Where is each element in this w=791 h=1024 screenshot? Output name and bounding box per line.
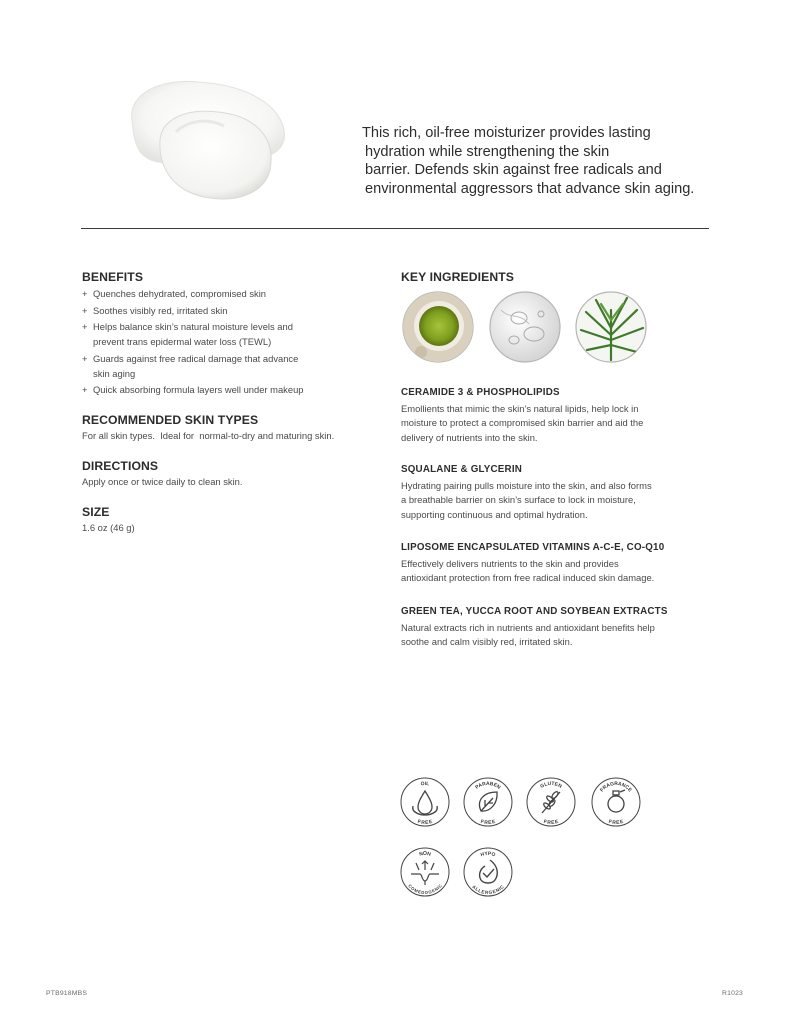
intro-line: environmental aggressors that advance skin aging. (365, 180, 695, 197)
svg-text:GLUTEN: GLUTEN (539, 780, 563, 790)
ingredient-description: Emollients that mimic the skin’s natural lipids, help lock in moisture to protect a compromised skin barrier and aid the delivery of nutrients into the skin. (401, 403, 644, 443)
benefits-list (82, 286, 387, 397)
product-intro (362, 124, 742, 198)
svg-text:FREE: FREE (542, 818, 560, 827)
ingredient-item (401, 386, 721, 445)
size-heading: SIZE (82, 505, 110, 519)
ingredient-description: Natural extracts rich in nutrients and antioxidant benefits help soothe and calm visibly red, irritated skin. (401, 622, 655, 648)
benefits-heading: BENEFITS (82, 270, 144, 284)
directions-text: Apply once or twice daily to clean skin. (82, 476, 243, 487)
list-item: + Guards against free radical damage that advance skin aging (82, 352, 299, 379)
svg-text:OIL: OIL (420, 780, 430, 788)
directions-section (82, 459, 387, 489)
svg-text:FREE: FREE (607, 818, 625, 827)
skin-types-section (82, 413, 387, 443)
ingredient-name: CERAMIDE 3 & PHOSPHOLIPIDS (401, 387, 560, 398)
svg-text:FRAGRANCE: FRAGRANCE (599, 780, 633, 794)
document-code: PTB918MBS (46, 990, 88, 997)
directions-heading: DIRECTIONS (82, 459, 159, 473)
cream-swatch-image (118, 70, 298, 210)
hypo-allergenic-badge (464, 848, 512, 896)
svg-text:NON: NON (418, 851, 432, 858)
svg-text:PARABEN: PARABEN (474, 780, 502, 791)
free-from-badges (398, 772, 648, 902)
svg-text:FREE: FREE (479, 818, 497, 827)
intro-line: barrier. Defends skin against free radicals and (365, 162, 662, 179)
svg-text:FREE: FREE (416, 818, 434, 827)
ingredient-name: LIPOSOME ENCAPSULATED VITAMINS A-C-E, CO-Q10 (401, 542, 665, 553)
ingredient-images (401, 290, 661, 364)
ingredient-item (401, 463, 721, 522)
green-tea-image (403, 292, 473, 362)
fragrance-free-badge (592, 778, 640, 826)
ingredient-item (401, 541, 721, 586)
intro-line: This rich, oil-free moisturizer provides lasting (362, 125, 651, 141)
skin-types-heading: RECOMMENDED SKIN TYPES (82, 413, 259, 427)
svg-text:HYPO: HYPO (479, 850, 497, 859)
size-text: 1.6 oz (46 g) (82, 522, 135, 533)
squalane-serum-image (490, 292, 560, 362)
svg-text:ALLERGENIC: ALLERGENIC (471, 884, 505, 896)
svg-text:COMEDOGENIC: COMEDOGENIC (407, 883, 443, 896)
non-comedogenic-badge (401, 848, 449, 896)
ingredient-description: Effectively delivers nutrients to the skin and provides antioxidant protection from free radical induced skin damage. (401, 558, 655, 584)
divider (81, 228, 709, 229)
list-item: + Helps balance skin’s natural moisture levels and prevent trans epidermal water loss (TEWL) (82, 321, 293, 347)
key-ingredients-header (401, 270, 721, 285)
oil-free-badge (401, 778, 449, 826)
list-item: + Soothes visibly red, irritated skin (82, 304, 228, 316)
list-item: + Quick absorbing formula layers well under makeup (82, 384, 304, 395)
key-ingredients-heading: KEY INGREDIENTS (401, 270, 515, 284)
revision-code: R1023 (722, 990, 744, 997)
yucca-plant-image (576, 292, 646, 362)
ingredient-name: GREEN TEA, YUCCA ROOT AND SOYBEAN EXTRACTS (401, 606, 668, 617)
intro-line: hydration while strengthening the skin (365, 143, 610, 160)
ingredient-description: Hydrating pairing pulls moisture into the skin, and also forms a breathable barrier on skin’s surface to lock in moisture, supporting continuous and optimal hydration. (401, 480, 652, 520)
gluten-free-badge (527, 778, 575, 826)
size-section (82, 505, 387, 535)
ingredient-name: SQUALANE & GLYCERIN (401, 464, 523, 475)
list-item: + Quenches dehydrated, compromised skin (82, 288, 267, 299)
paraben-free-badge (464, 778, 512, 826)
skin-types-text: For all skin types. Ideal for normal-to-dry and maturing skin. (82, 430, 335, 441)
ingredient-item (401, 605, 721, 650)
left-column (82, 270, 387, 535)
